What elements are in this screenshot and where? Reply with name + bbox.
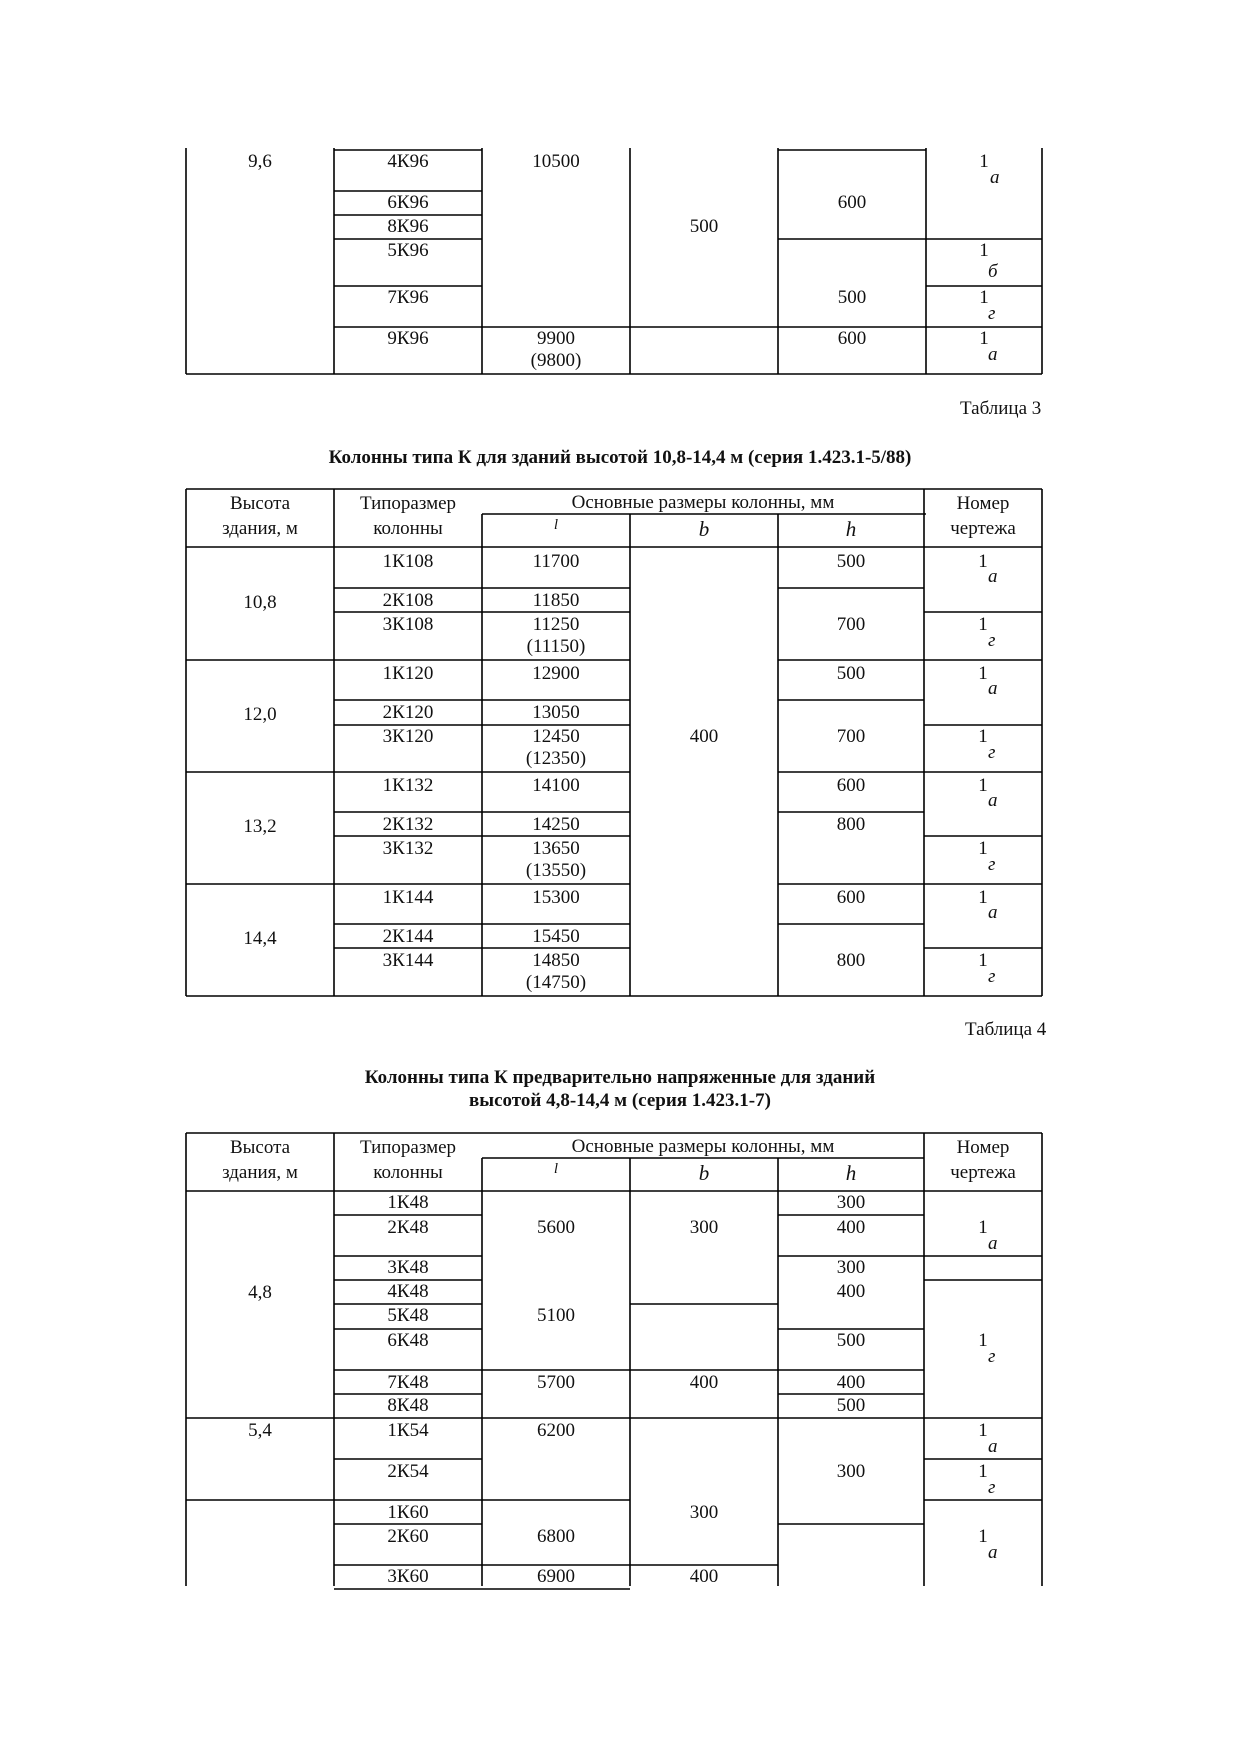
- t3-draw-sub: а: [988, 902, 998, 923]
- t2-type-9K96: 9К96: [387, 328, 429, 349]
- t4-type: 8К48: [387, 1395, 429, 1416]
- t2-draw-1: 1: [979, 151, 989, 172]
- t4-h: 300: [836, 1192, 866, 1213]
- t3-hdr-type-2: колонны: [373, 518, 443, 539]
- t2-draw-2: 1: [979, 240, 989, 261]
- t4-h: 300: [836, 1461, 866, 1482]
- t4-type: 4К48: [387, 1281, 429, 1302]
- t4-height-5-4: 5,4: [248, 1420, 272, 1441]
- t3-hdr-l: l: [553, 517, 559, 533]
- t2-h-600b: 600: [837, 328, 867, 349]
- t3-type: 3К144: [382, 950, 434, 971]
- t4-l: 5100: [537, 1305, 575, 1326]
- t4-draw: 1: [978, 1420, 988, 1441]
- t3-h: 500: [836, 663, 866, 684]
- t4-h: 400: [836, 1217, 866, 1238]
- t4-type: 1К48: [387, 1192, 429, 1213]
- t3-l: 15300: [532, 887, 580, 908]
- t4-h: 500: [836, 1395, 866, 1416]
- t2-l-9800: (9800): [530, 350, 582, 371]
- t4-h: 400: [836, 1281, 866, 1302]
- t4-l: 5700: [537, 1372, 575, 1393]
- t3-hdr-height-2: здания, м: [222, 518, 298, 539]
- t2-type-7K96: 7К96: [387, 287, 429, 308]
- t3-draw-sub: г: [988, 966, 996, 987]
- t4-h: 400: [836, 1372, 866, 1393]
- t3-h: 700: [836, 614, 866, 635]
- t4-hdr-h: h: [845, 1161, 857, 1185]
- t3-l: 11250: [532, 614, 580, 635]
- t2-draw-3-sub: г: [988, 303, 996, 324]
- t4-type: 6К48: [387, 1330, 429, 1351]
- t3-draw: 1: [978, 726, 988, 747]
- t3-l: 15450: [532, 926, 580, 947]
- t3-type: 1К120: [382, 663, 434, 684]
- t3-hdr-height-1: Высота: [229, 493, 291, 514]
- t3-l2: (12350): [525, 748, 587, 769]
- t3-height-10-8: 10,8: [243, 592, 277, 613]
- t2-l-10500: 10500: [532, 151, 580, 172]
- t3-type: 2К108: [382, 590, 434, 611]
- t4-hdr-type-1: Типоразмер: [359, 1137, 457, 1158]
- t4-l: 6900: [537, 1566, 575, 1587]
- t4-type: 1К60: [387, 1502, 429, 1523]
- t3-h: 800: [836, 814, 866, 835]
- t3-height-13-2: 13,2: [243, 816, 277, 837]
- t4-h: 300: [836, 1257, 866, 1278]
- t2-draw-4-sub: а: [988, 344, 998, 365]
- t3-hdr-draw-1: Номер: [956, 493, 1010, 514]
- t2-draw-2-sub: б: [988, 261, 998, 282]
- t3-draw: 1: [978, 887, 988, 908]
- table4-title-line2: высотой 4,8-14,4 м (серия 1.423.1-7): [469, 1090, 771, 1111]
- t3-l: 14250: [532, 814, 580, 835]
- t2-type-8K96: 8К96: [387, 216, 429, 237]
- t3-draw-sub: а: [988, 790, 998, 811]
- t3-l: 12450: [532, 726, 580, 747]
- t4-hdr-dims: Основные размеры колонны, мм: [571, 1136, 835, 1157]
- t3-type: 3К108: [382, 614, 434, 635]
- t3-type: 3К120: [382, 726, 434, 747]
- t4-l: 6800: [537, 1526, 575, 1547]
- t2-h-600: 600: [837, 192, 867, 213]
- t4-hdr-b: b: [698, 1161, 710, 1185]
- t3-draw: 1: [978, 614, 988, 635]
- t4-draw-sub: г: [988, 1477, 996, 1498]
- t4-hdr-type-2: колонны: [373, 1162, 443, 1183]
- t3-h: 500: [836, 551, 866, 572]
- t3-height-12-0: 12,0: [243, 704, 277, 725]
- t4-hdr-height-2: здания, м: [222, 1162, 298, 1183]
- table4-caption: Таблица 4: [965, 1019, 1047, 1040]
- t3-type: 2К132: [382, 814, 434, 835]
- t4-draw: 1: [978, 1461, 988, 1482]
- t3-type: 3К132: [382, 838, 434, 859]
- t4-b: 300: [689, 1502, 719, 1523]
- t3-draw-sub: г: [988, 630, 996, 651]
- t4-draw-sub: а: [988, 1436, 998, 1457]
- t3-hdr-dims: Основные размеры колонны, мм: [571, 492, 835, 513]
- t4-draw: 1: [978, 1217, 988, 1238]
- t4-b: 400: [689, 1566, 719, 1587]
- t3-type: 2К120: [382, 702, 434, 723]
- t3-l: 14850: [532, 950, 580, 971]
- t3-type: 1К108: [382, 551, 434, 572]
- t3-l: 12900: [532, 663, 580, 684]
- t3-type: 1К132: [382, 775, 434, 796]
- t4-type: 3К60: [387, 1566, 429, 1587]
- t2-b-500: 500: [689, 216, 719, 237]
- t4-type: 3К48: [387, 1257, 429, 1278]
- t4-draw: 1: [978, 1330, 988, 1351]
- t4-draw: 1: [978, 1526, 988, 1547]
- table4-title-line1: Колонны типа К предварительно напряженные для зданий: [364, 1067, 876, 1088]
- t4-type: 7К48: [387, 1372, 429, 1393]
- t3-hdr-b: b: [698, 517, 710, 541]
- t3-draw: 1: [978, 775, 988, 796]
- t2-h-500: 500: [837, 287, 867, 308]
- t4-l: 6200: [537, 1420, 575, 1441]
- t4-b: 400: [689, 1372, 719, 1393]
- t3-h: 600: [836, 887, 866, 908]
- t4-l: 5600: [537, 1217, 575, 1238]
- table3-caption: Таблица 3: [960, 398, 1042, 419]
- t4-hdr-l: l: [553, 1161, 559, 1177]
- t2-type-4K96: 4К96: [387, 151, 429, 172]
- t3-type: 2К144: [382, 926, 434, 947]
- t3-l2: (14750): [525, 972, 587, 993]
- t3-l: 11850: [532, 590, 580, 611]
- t4-hdr-draw-1: Номер: [956, 1137, 1010, 1158]
- t3-height-14-4: 14,4: [243, 928, 277, 949]
- t3-l2: (11150): [526, 636, 586, 657]
- t4-height-4-8: 4,8: [248, 1282, 272, 1303]
- t3-h: 600: [836, 775, 866, 796]
- t2-draw-3: 1: [979, 287, 989, 308]
- t2-l-9900: 9900: [537, 328, 575, 349]
- t4-h: 500: [836, 1330, 866, 1351]
- t3-hdr-draw-2: чертежа: [950, 518, 1016, 539]
- t3-hdr-h: h: [845, 517, 857, 541]
- t3-draw: 1: [978, 663, 988, 684]
- t3-draw-sub: г: [988, 742, 996, 763]
- t3-h: 700: [836, 726, 866, 747]
- t3-draw-sub: а: [988, 566, 998, 587]
- t3-draw: 1: [978, 551, 988, 572]
- t4-hdr-height-1: Высота: [229, 1137, 291, 1158]
- t4-draw-sub: г: [988, 1346, 996, 1367]
- table3-title: Колонны типа К для зданий высотой 10,8-14,4 м (серия 1.423.1-5/88): [328, 447, 912, 468]
- t3-b-400: 400: [689, 726, 719, 747]
- t3-draw: 1: [978, 950, 988, 971]
- t3-draw-sub: г: [988, 854, 996, 875]
- t3-h: 800: [836, 950, 866, 971]
- t3-l: 13650: [532, 838, 580, 859]
- t4-type: 5К48: [387, 1305, 429, 1326]
- t2-height: 9,6: [248, 151, 272, 172]
- t3-l: 13050: [532, 702, 580, 723]
- t2-type-5K96: 5К96: [387, 240, 429, 261]
- t2-type-6K96: 6К96: [387, 192, 429, 213]
- t4-type: 2К48: [387, 1217, 429, 1238]
- t4-type: 1К54: [387, 1420, 429, 1441]
- t4-type: 2К60: [387, 1526, 429, 1547]
- t3-l2: (13550): [525, 860, 587, 881]
- t4-hdr-draw-2: чертежа: [950, 1162, 1016, 1183]
- t3-draw-sub: а: [988, 678, 998, 699]
- t2-draw-1-sub: а: [990, 167, 1000, 188]
- t4-b: 300: [689, 1217, 719, 1238]
- t3-draw: 1: [978, 838, 988, 859]
- t3-l: 14100: [532, 775, 580, 796]
- t3-hdr-type-1: Типоразмер: [359, 493, 457, 514]
- t3-l: 11700: [532, 551, 580, 572]
- t4-draw-sub: а: [988, 1233, 998, 1254]
- t4-draw-sub: а: [988, 1542, 998, 1563]
- t3-type: 1К144: [382, 887, 434, 908]
- t4-type: 2К54: [387, 1461, 429, 1482]
- t2-draw-4: 1: [979, 328, 989, 349]
